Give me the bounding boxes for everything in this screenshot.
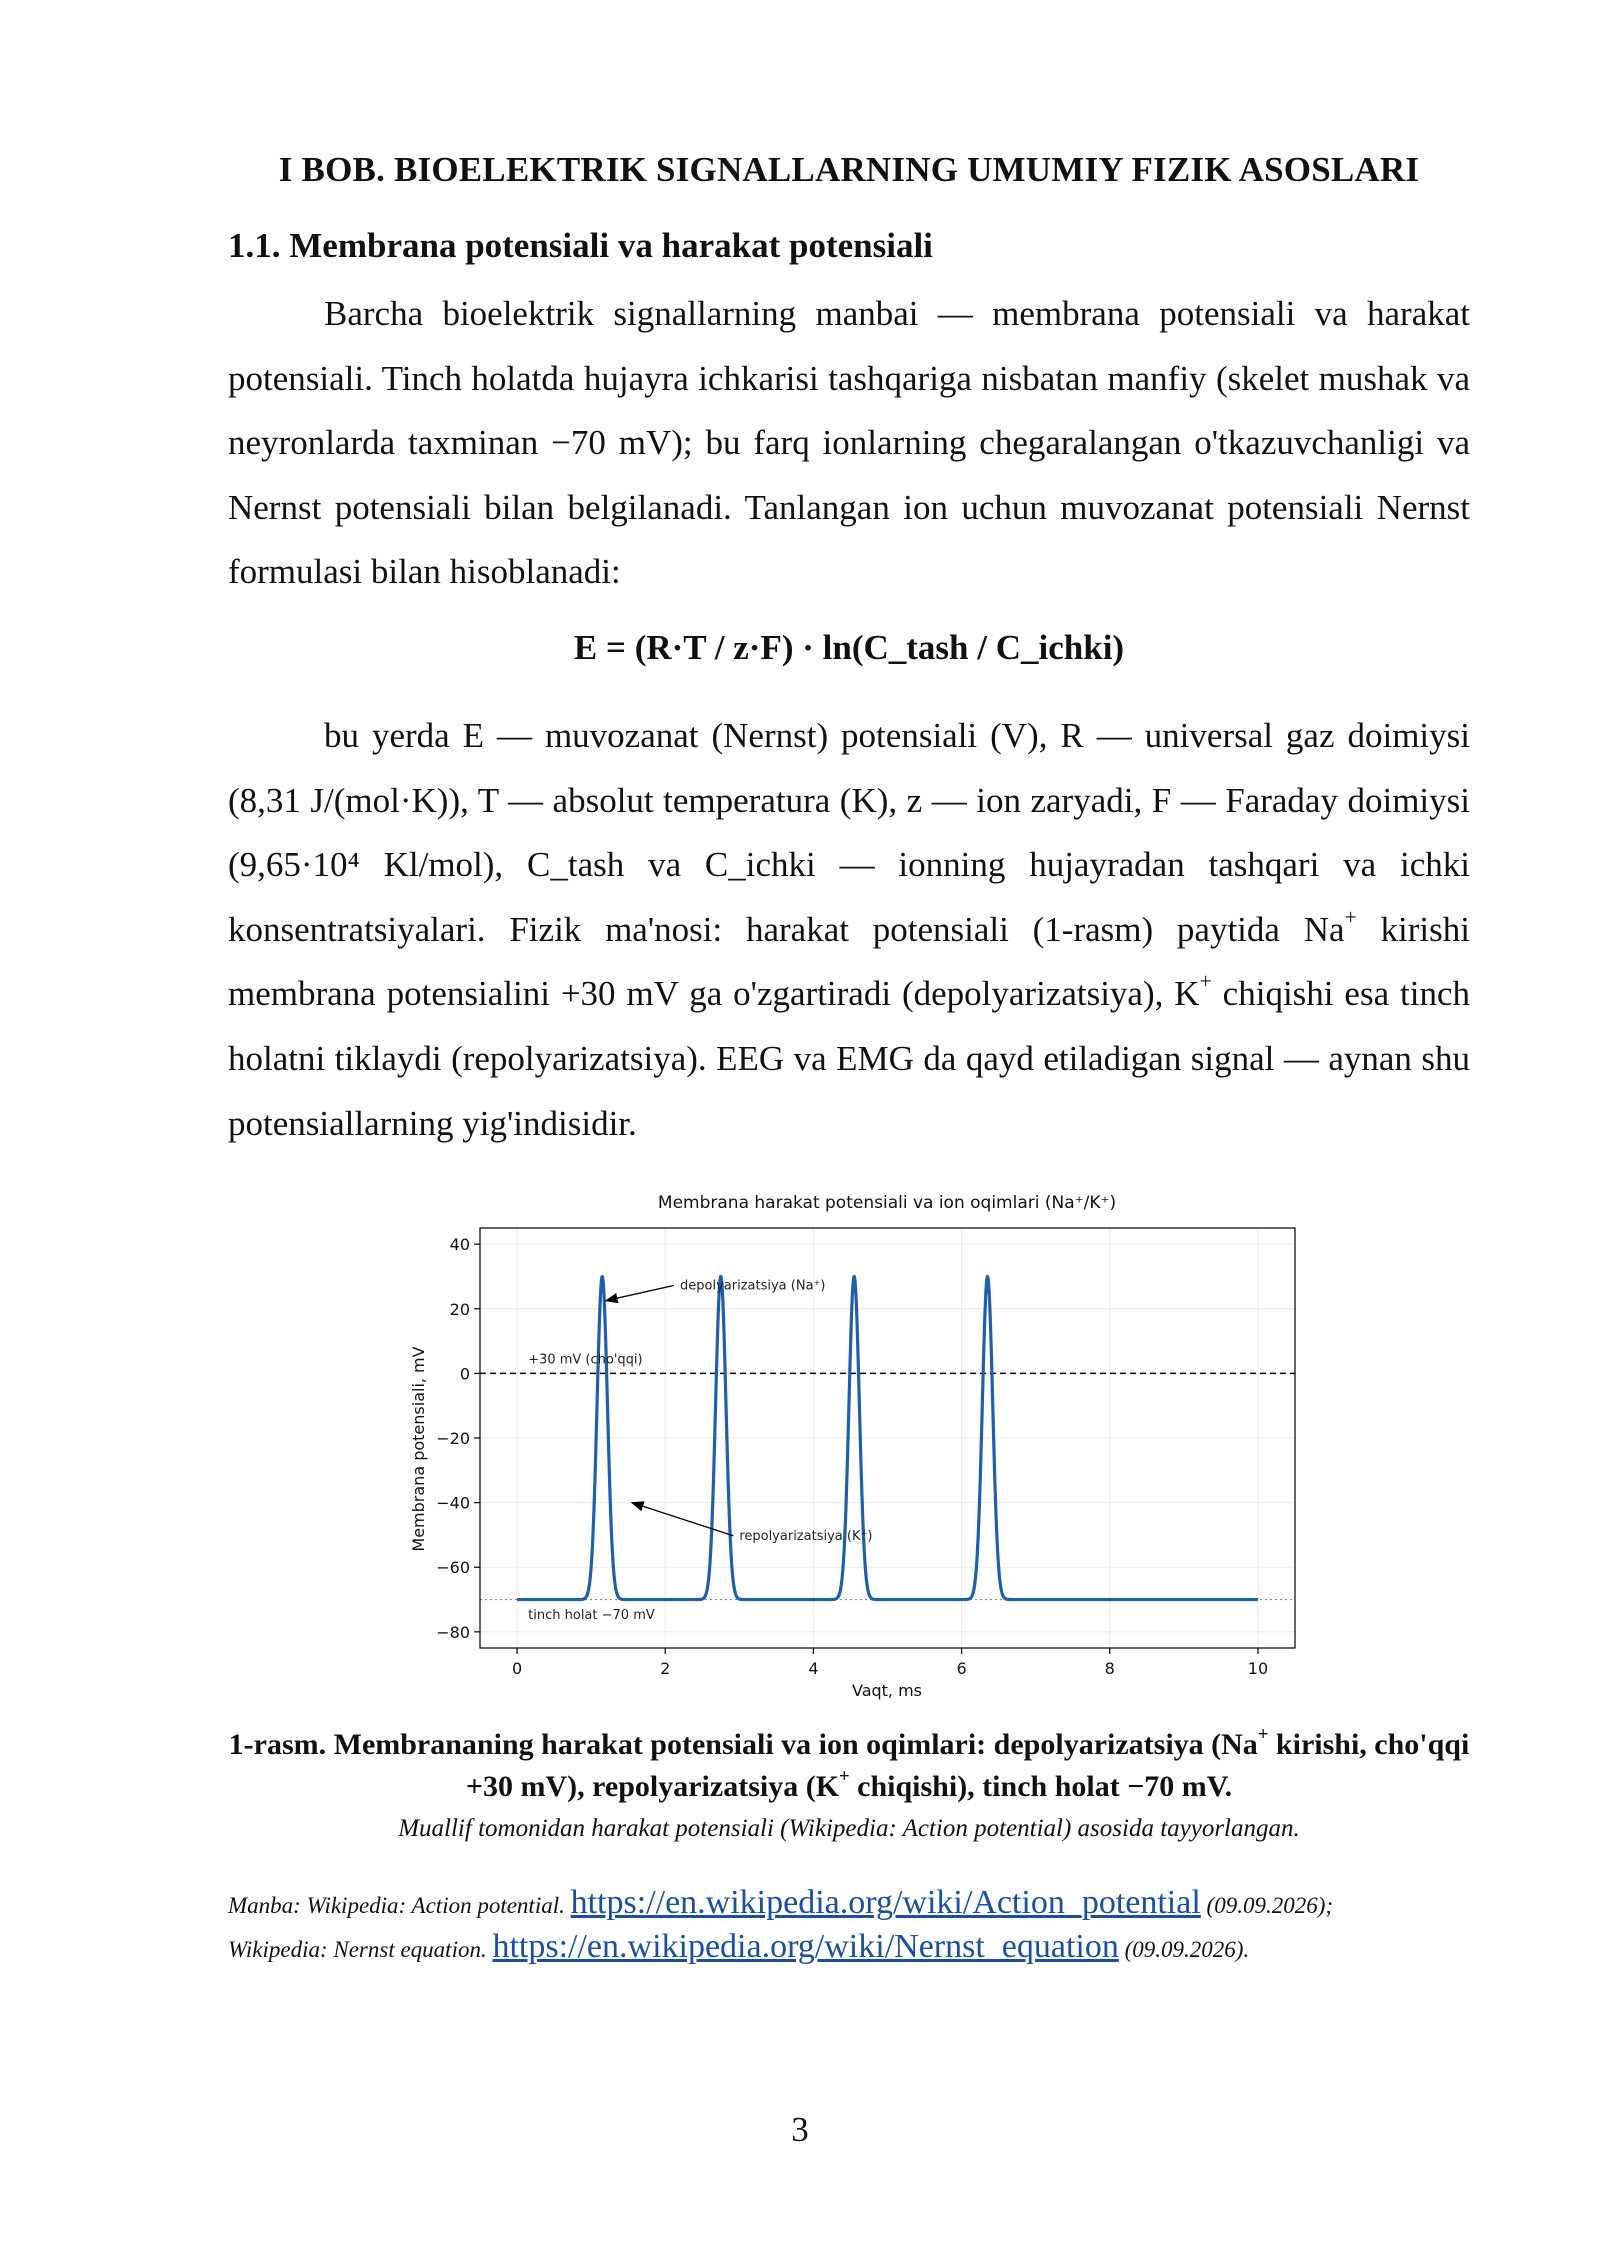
annotation-text: tinch holat −70 mV [528,1607,655,1623]
chart-svg [400,1188,1310,1708]
x-axis-label: Vaqt, ms [851,1681,923,1700]
action-potential-chart [400,1188,1310,1708]
chart-reference-lines [480,1373,1295,1599]
annotation-arrow [606,1285,674,1300]
y-tick-label: 0 [459,1364,470,1384]
paragraph-explanation [228,704,1470,1156]
figure-caption [228,1724,1470,1808]
annotation-text: +30 mV (cho'qqi) [528,1352,643,1368]
chart-title: Membrana harakat potensiali va ion oqimlari (Na⁺/K⁺) [657,1193,1117,1213]
y-tick-label: −20 [436,1429,470,1448]
annotation-arrow [632,1503,733,1536]
paragraph-explanation-part1: bu yerda E — muvozanat (Nernst) potensiali (V), R — universal gaz doimiysi (8,31 J/(mol·K)), T — absolut temperatura (K), z — ion zaryadi, F — Faraday doimiysi (9,65·10⁴ Kl/mol), C_tash va C_ichki — ionning hujayradan tashqari va ichki konsentratsiyalari. Fizik ma'nosi: harakat potensiali (1-rasm) paytida Na [228,716,1470,949]
na-plus-superscript: + [1344,905,1357,930]
x-tick-label: 4 [808,1659,819,1678]
source-2-link[interactable]: https://en.wikipedia.org/wiki/Nernst_equation [492,1928,1119,1965]
x-tick-label: 6 [956,1659,967,1678]
caption-part1: 1-rasm. Membrananing harakat potensiali va ion oqimlari: depolyarizatsiya (Na [228,1728,1258,1761]
y-tick-label: 20 [449,1299,470,1319]
y-tick-label: 40 [449,1235,470,1255]
section-title: 1.1. Membrana potensiali va harakat potensiali [228,226,933,265]
chapter-title: I BOB. BIOELEKTRIK SIGNALLARNING UMUMIY FIZIK ASOSLARI [278,150,1420,189]
annotation-text: repolyarizatsiya (K⁺) [739,1528,873,1544]
x-tick-label: 2 [660,1659,671,1678]
source-2-date: (09.09.2026). [1124,1937,1250,1962]
x-tick-label: 10 [1247,1659,1269,1678]
source-line-1 [228,1882,1528,1927]
paragraph-intro: Barcha bioelektrik signallarning manbai — membrana potensiali va harakat potensiali. Tinch holatda hujayra ichkarisi tashqariga nisbatan manfiy (skelet mushak va neyronlarda taxminan −70 mV); bu farq ionlarning chegaralangan o'tkazuvchanligi va Nernst potensiali bilan belgilanadi. Tanlangan ion uchun muvozanat potensiali Nernst formulasi bilan hisoblanadi: [228,294,1470,592]
source-1-date: (09.09.2026); [1206,1893,1334,1918]
y-tick-label: −40 [436,1493,470,1513]
x-tick-label: 8 [1104,1659,1115,1678]
caption-na-superscript: + [1257,1724,1269,1746]
figure-note: Muallif tomonidan harakat potensiali (Wikipedia: Action potential) asosida tayyorlangan. [398,1815,1300,1842]
source-1-link[interactable]: https://en.wikipedia.org/wiki/Action_potential [570,1884,1201,1921]
caption-part2: kirishi, cho'qqi +30 mV), repolyarizatsiya (K [465,1728,1470,1803]
page-number: 3 [791,2110,809,2149]
k-plus-superscript: + [1199,970,1212,995]
annotation-text: depolyarizatsiya (Na⁺) [680,1278,826,1294]
x-tick-label: 0 [511,1659,523,1678]
y-tick-label: −80 [436,1622,470,1642]
paragraph-explanation-part3: chiqishi esa tinch holatni tiklaydi (repolyarizatsiya). EEG va EMG da qayd etiladigan signal — aynan shu potensiallarning yig'indisidir. [228,974,1470,1143]
caption-k-superscript: + [839,1766,850,1788]
source-2-prefix: Wikipedia: Nernst equation. [228,1937,487,1962]
source-line-2 [228,1926,1528,1971]
chart-annotations [528,1278,872,1623]
paragraph-explanation-part2: kirishi membrana potensialini +30 mV ga o'zgartiradi (depolyarizatsiya), K [228,909,1470,1014]
y-tick-label: −60 [436,1558,470,1578]
y-axis-label: Membrana potensiali, mV [409,1346,428,1552]
nernst-formula: E = (R·T / z·F) · ln(C_tash / C_ichki) [573,628,1125,667]
caption-part3: chiqishi), tinch holat −70 mV. [849,1770,1233,1803]
source-1-prefix: Manba: Wikipedia: Action potential. [228,1893,565,1918]
